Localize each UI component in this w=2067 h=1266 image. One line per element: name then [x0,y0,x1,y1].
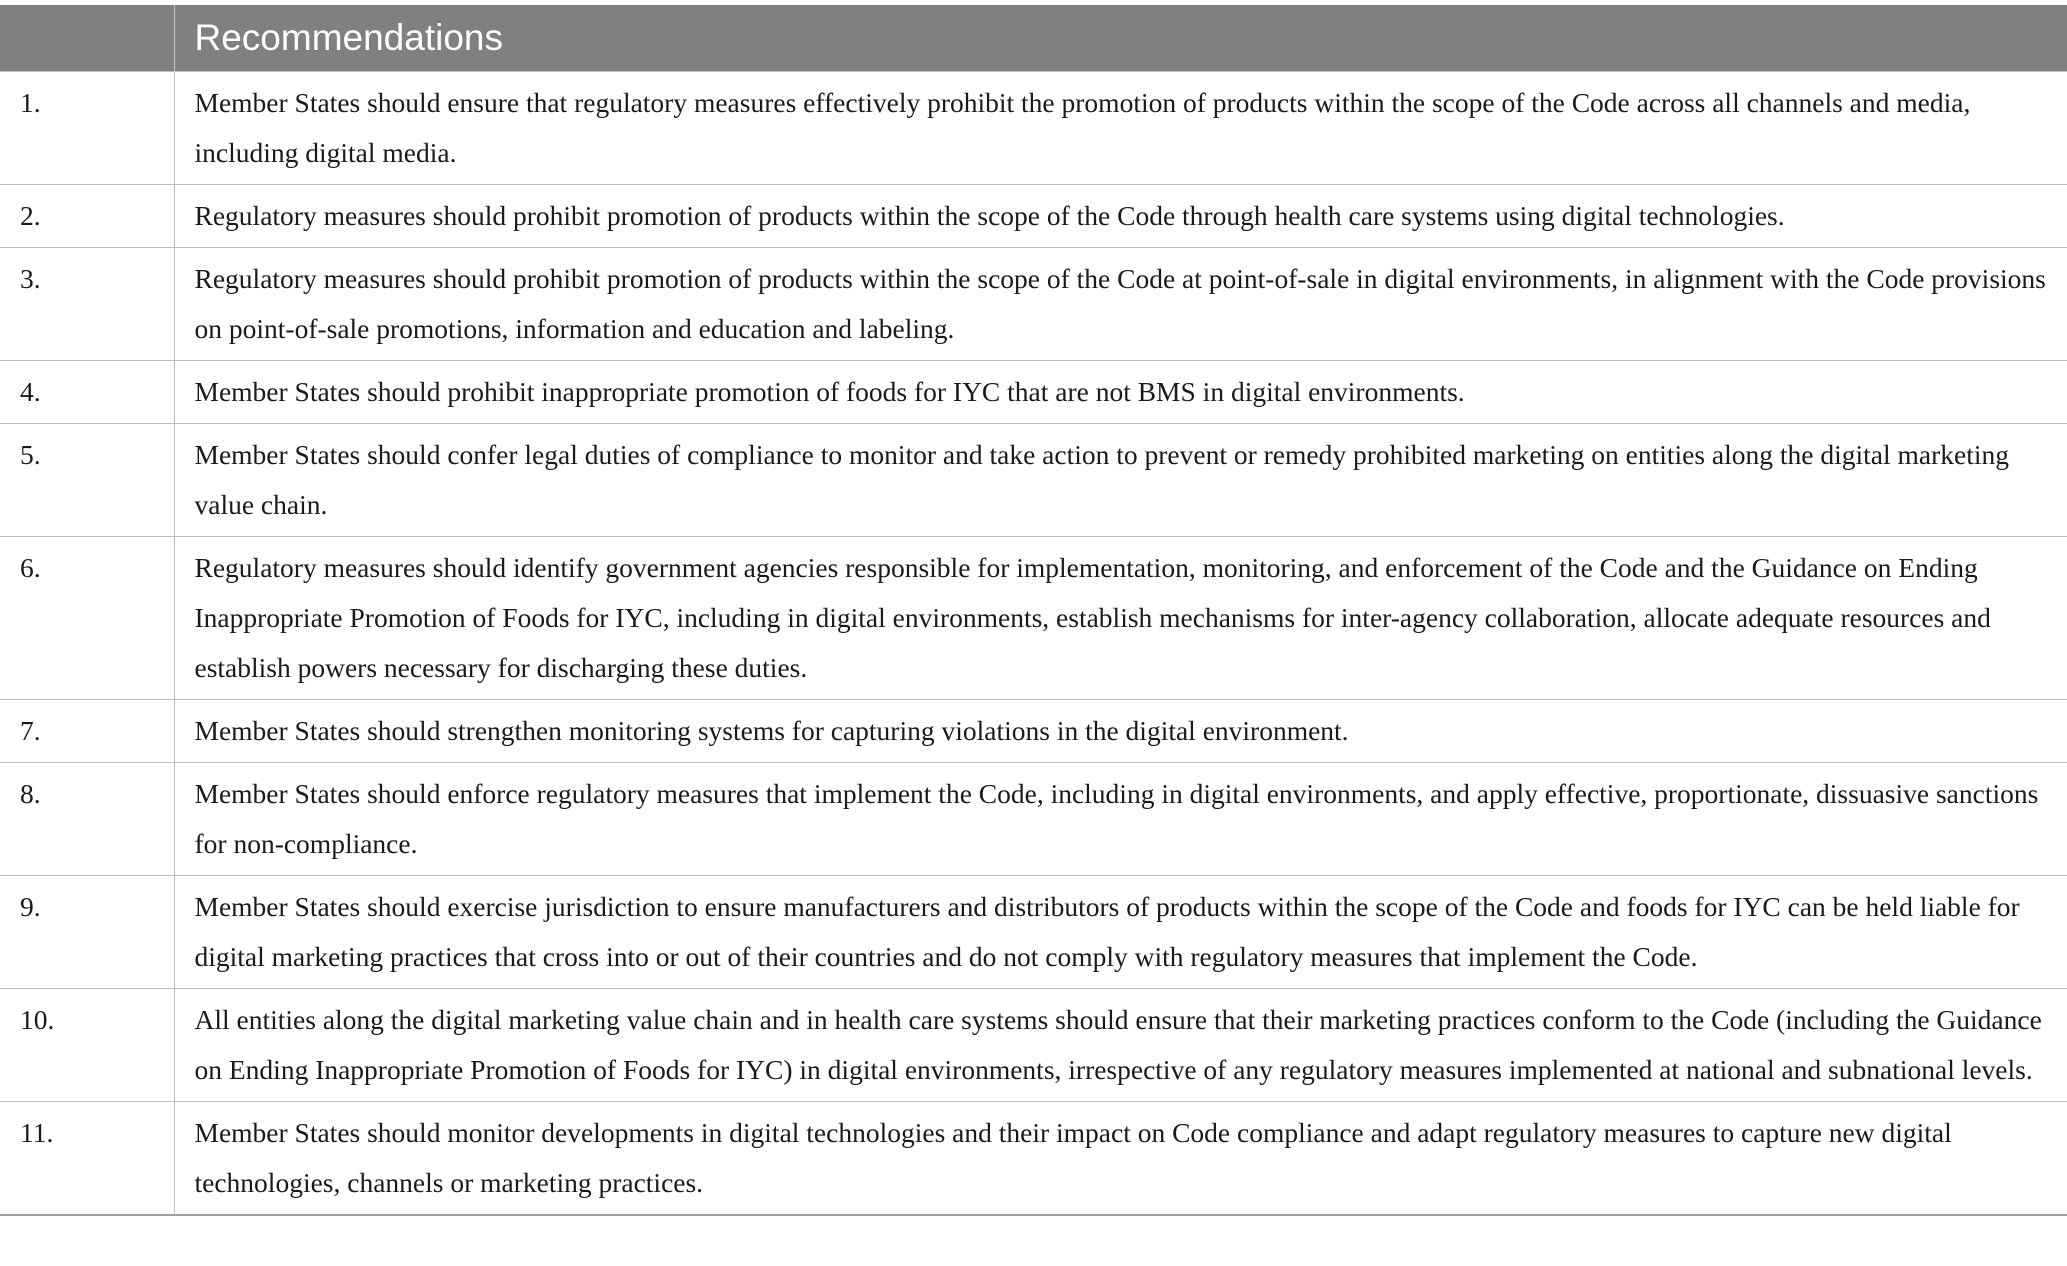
row-number: 1. [0,72,174,185]
table-row [0,248,2067,361]
row-text: All entities along the digital marketing value chain and in health care systems should ensure that their marketing practices conform to the Code (including the Guidance on Ending Inappropriate Promotion of Foods for IYC) in digital environments, irrespective of any regulatory measures implemented at national and subnational levels. [174,989,2067,1102]
row-number: 3. [0,248,174,361]
row-number: 8. [0,763,174,876]
table-row [0,763,2067,876]
header-row [0,5,2067,72]
row-number: 5. [0,424,174,537]
table-row [0,989,2067,1102]
row-text: Member States should ensure that regulatory measures effectively prohibit the promotion of products within the scope of the Code across all channels and media, including digital media. [174,72,2067,185]
header-title-cell: Recommendations [174,5,2067,72]
row-number: 2. [0,185,174,248]
table-row [0,876,2067,989]
table-header [0,5,2067,72]
row-text: Member States should monitor developments in digital technologies and their impact on Code compliance and adapt regulatory measures to capture new digital technologies, channels or marketing practices. [174,1102,2067,1216]
row-number: 6. [0,537,174,700]
table-row [0,700,2067,763]
row-number: 11. [0,1102,174,1216]
row-text: Member States should exercise jurisdiction to ensure manufacturers and distributors of products within the scope of the Code and foods for IYC can be held liable for digital marketing practices that cross into or out of their countries and do not comply with regulatory measures that implement the Code. [174,876,2067,989]
row-number: 10. [0,989,174,1102]
row-text: Member States should strengthen monitoring systems for capturing violations in the digital environment. [174,700,2067,763]
row-number: 4. [0,361,174,424]
row-number: 9. [0,876,174,989]
table-row [0,424,2067,537]
table-row [0,72,2067,185]
row-number: 7. [0,700,174,763]
table-row [0,537,2067,700]
row-text: Regulatory measures should prohibit promotion of products within the scope of the Code through health care systems using digital technologies. [174,185,2067,248]
recommendations-table-container [0,5,2067,1216]
row-text: Member States should enforce regulatory measures that implement the Code, including in digital environments, and apply effective, proportionate, dissuasive sanctions for non-compliance. [174,763,2067,876]
recommendations-table [0,5,2067,1216]
table-row [0,1102,2067,1216]
table-row [0,361,2067,424]
row-text: Regulatory measures should identify government agencies responsible for implementation, monitoring, and enforcement of the Code and the Guidance on Ending Inappropriate Promotion of Foods for IYC, including in digital environments, establish mechanisms for inter-agency collaboration, allocate adequate resources and establish powers necessary for discharging these duties. [174,537,2067,700]
row-text: Member States should prohibit inappropriate promotion of foods for IYC that are not BMS in digital environments. [174,361,2067,424]
table-body [0,72,2067,1216]
row-text: Member States should confer legal duties of compliance to monitor and take action to prevent or remedy prohibited marketing on entities along the digital marketing value chain. [174,424,2067,537]
row-text: Regulatory measures should prohibit promotion of products within the scope of the Code at point-of-sale in digital environments, in alignment with the Code provisions on point-of-sale promotions, information and education and labeling. [174,248,2067,361]
header-number-cell [0,5,174,72]
table-row [0,185,2067,248]
